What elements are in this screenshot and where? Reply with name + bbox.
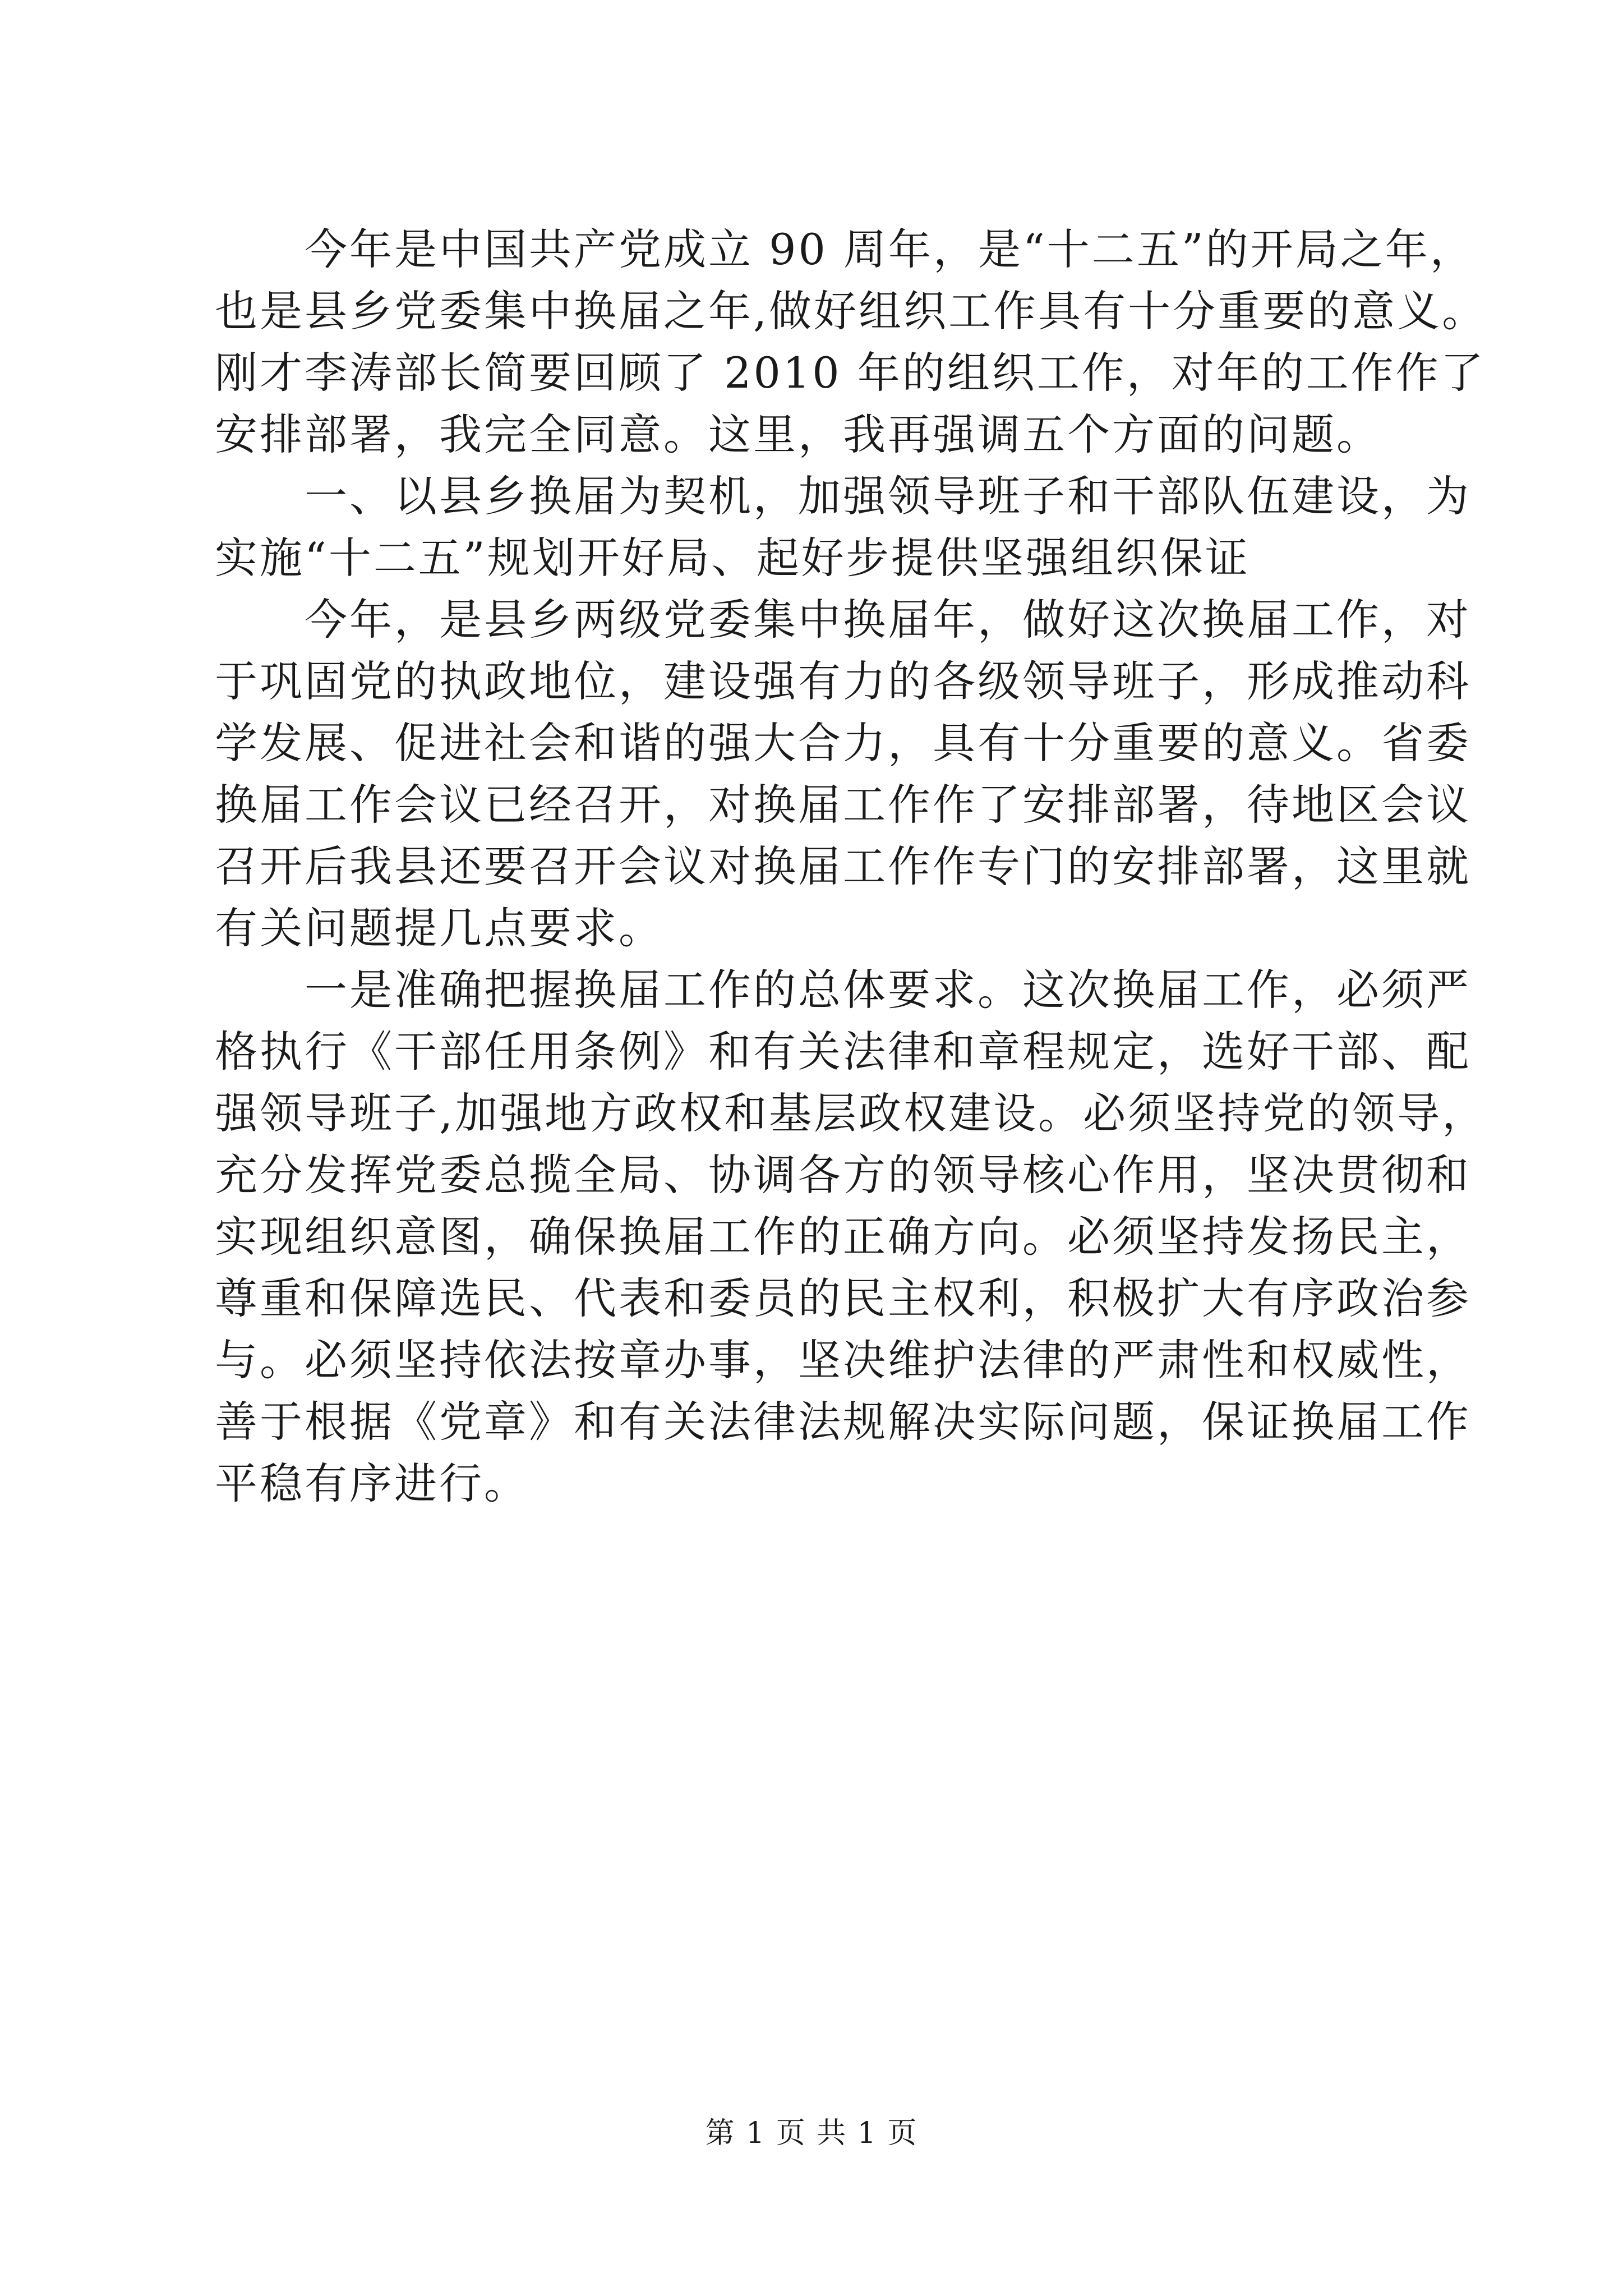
text-line: 也是县乡党委集中换届之年,做好组织工作具有十分重要的意义。	[215, 286, 1487, 336]
page-footer: 第 1 页 共 1 页	[705, 2116, 918, 2150]
text-line: 学发展、促进社会和谐的强大合力，具有十分重要的意义。省委	[215, 718, 1471, 768]
text-line: 于巩固党的执政地位，建设强有力的各级领导班子，形成推动科	[215, 656, 1471, 706]
text-line: 一、以县乡换届为契机，加强领导班子和干部队伍建设，为	[305, 471, 1471, 521]
text-line: 今年是中国共产党成立 90 周年，是“十二五”的开局之年，	[305, 224, 1475, 274]
text-line: 有关问题提几点要求。	[215, 903, 663, 953]
text-line: 刚才李涛部长简要回顾了 2010 年的组织工作，对年的工作作了	[215, 348, 1486, 398]
text-line: 安排部署，我完全同意。这里，我再强调五个方面的问题。	[215, 409, 1381, 459]
text-line: 充分发挥党委总揽全局、协调各方的领导核心作用，坚决贯彻和	[215, 1150, 1471, 1200]
text-line: 实施“十二五”规划开好局、起好步提供坚强组织保证	[215, 533, 1250, 583]
text-line: 今年，是县乡两级党委集中换届年，做好这次换届工作，对	[305, 595, 1471, 645]
text-line: 尊重和保障选民、代表和委员的民主权利，积极扩大有序政治参	[215, 1273, 1471, 1323]
text-line: 平稳有序进行。	[215, 1458, 529, 1508]
text-line: 召开后我县还要召开会议对换届工作作专门的安排部署，这里就	[215, 841, 1471, 891]
text-line: 强领导班子,加强地方政权和基层政权建设。必须坚持党的领导，	[215, 1088, 1487, 1138]
text-line: 实现组织意图，确保换届工作的正确方向。必须坚持发扬民主，	[215, 1212, 1471, 1262]
text-line: 换届工作会议已经召开，对换届工作作了安排部署，待地区会议	[215, 780, 1471, 830]
text-line: 与。必须坚持依法按章办事，坚决维护法律的严肃性和权威性，	[215, 1335, 1471, 1385]
text-line: 一是准确把握换届工作的总体要求。这次换届工作，必须严	[305, 965, 1471, 1015]
text-line: 格执行《干部任用条例》和有关法律和章程规定，选好干部、配	[215, 1027, 1471, 1076]
document-body	[215, 219, 1487, 1515]
text-line: 善于根据《党章》和有关法律法规解决实际问题，保证换届工作	[215, 1397, 1471, 1447]
